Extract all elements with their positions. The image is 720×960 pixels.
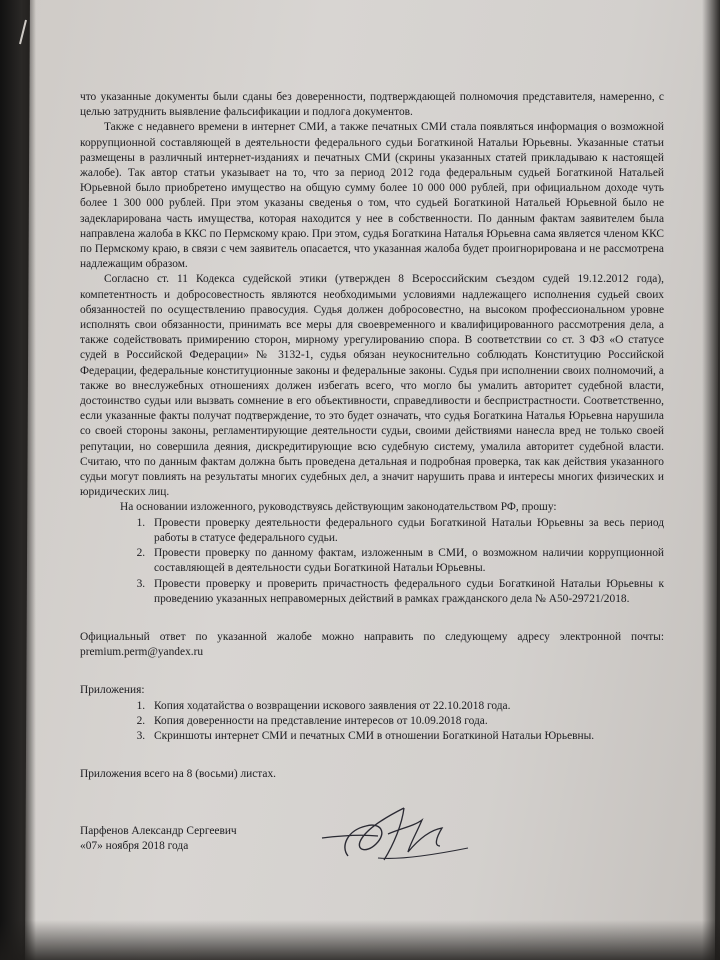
paragraph-response: Официальный ответ по указанной жалобе можно направить по следующему адресу электронной почты: premium.perm@yandex.ru [80,630,664,659]
right-shadow [702,0,720,960]
paragraph-media: Также с недавнего времени в интернет СМИ, а также печатных СМИ стала появляться информация о возможной коррупционной составляющей в деятельности федерального судьи Богаткиной Натальи Юрьевны. Указанные статьи размещены в различный интернет-изданиях и печатных СМИ (скрины указанных статей прикладываю к настоящей жалобе). Так автор статьи указывает на то, что за период 2012 года федеральным судьей Богаткиной Натальей Юрьевной было приобретено имущество на общую сумму более 10 000 000 рублей, при официальном доходе чуть более 1 300 000 рублей. При этом указаны сведенья о том, что судьей Богаткиной Натальей Юрьевной было не задекларирована часть имущества, которая находится у нее в собственности. По данным фактам заявителем была направлена жалоба в ККС по Пермскому краю. При этом, судья Богаткина Наталья Юрьевна сама является членом ККС по Пермскому краю, в связи с чем заявитель опасается, что указанная жалоба будет проигнорирована и не рассмотрена надлежащим образом. [80,121,664,271]
signer-name: Парфенов Александр Сергеевич [80,825,237,837]
paragraph-continuation: что указанные документы были сданы без доверенности, подтверждающей полномочия представителя, намеренно, с целью затруднить выявление фальсификации и подлога документов. [80,91,664,119]
attachments-heading: Приложения: [80,684,145,697]
attachment-item: 2. Копия доверенности на представление интересов от 10.09.2018 года. [148,714,664,729]
attachments-list [80,699,664,745]
handwritten-signature [318,800,478,870]
left-shadow [0,0,36,960]
signed-date: «07» ноября 2018 года [80,840,189,853]
paragraph-basis: На основании изложенного, руководствуясь действующим законодательством РФ, прошу: [120,501,557,514]
request-list [80,516,664,607]
request-item: 2. Провести проверку по данному фактам, изложенным в СМИ, о возможном наличии коррупционной составляющей в деятельности судьи Богаткиной Натальи Юрьевны. [148,546,664,576]
request-item: 3. Провести проверку и проверить причастность федерального судьи Богаткиной Натальи Юрьевны к проведению указанных неправомерных действий в рамках гражданского дела № А50-29721/2018. [148,577,664,607]
request-item: 1. Провести проверку деятельности федерального судьи Богаткиной Натальи Юрьевны за весь период работы в статусе федерального судьи. [148,516,664,546]
attachment-item: 3. Скриншоты интернет СМИ и печатных СМИ в отношении Богаткиной Натальи Юрьевны. [148,729,664,744]
folded-corner-mark [8,18,48,48]
bottom-shadow [0,920,720,960]
attachment-item: 1. Копия ходатайства о возвращении искового заявления от 22.10.2018 года. [148,699,664,714]
attachments-total: Приложения всего на 8 (восьми) листах. [80,768,277,781]
signature-block [80,824,237,854]
paragraph-ethics: Согласно ст. 11 Кодекса судейской этики (утвержден 8 Всероссийским съездом судей 19.12.2012 года), компетентность и добросовестность являются необходимыми условиями надлежащего исполнения судьей своих обязанностей по осуществлению правосудия. Судья должен добросовестно, на высоком профессиональном уровне исполнять свои обязанности, принимать все меры для своевременного и квалифицированного рассмотрения дела, а также содействовать примирению сторон, мирному урегулированию спора. В соответствии со ст. 3 ФЗ «О статусе судей в Российской Федерации» № 3132-1, судья обязан неукоснительно соблюдать Конституцию Российской Федерации, федеральные конституционные законы и федеральные законы. Судья при исполнении своих полномочий, а также во внеслужебных отношениях должен избегать всего, что могло бы умалить авторитет судебной власти, достоинство судьи или вызвать сомнение в его объективности, справедливости и беспристрастности. Соответственно, если указанные факты получат подтверждение, то это будет означать, что судья Богаткина Наталья Юрьевна нарушила со своей стороны законы, регламентирующие деятельности судьи, своими действиями нанесла вред не только своей репутации, но совершила деяния, дискредитирующие всю судебную систему, умалила авторитет судебной власти. Считаю, что по данным фактам должна быть проведена детальная и подробная проверка, так как действия указанного судьи могут повлиять на результаты многих судебных дел, а значит нарушить права и интересы многих физических и юридических лиц. [80,273,664,499]
document-body [80,90,664,782]
